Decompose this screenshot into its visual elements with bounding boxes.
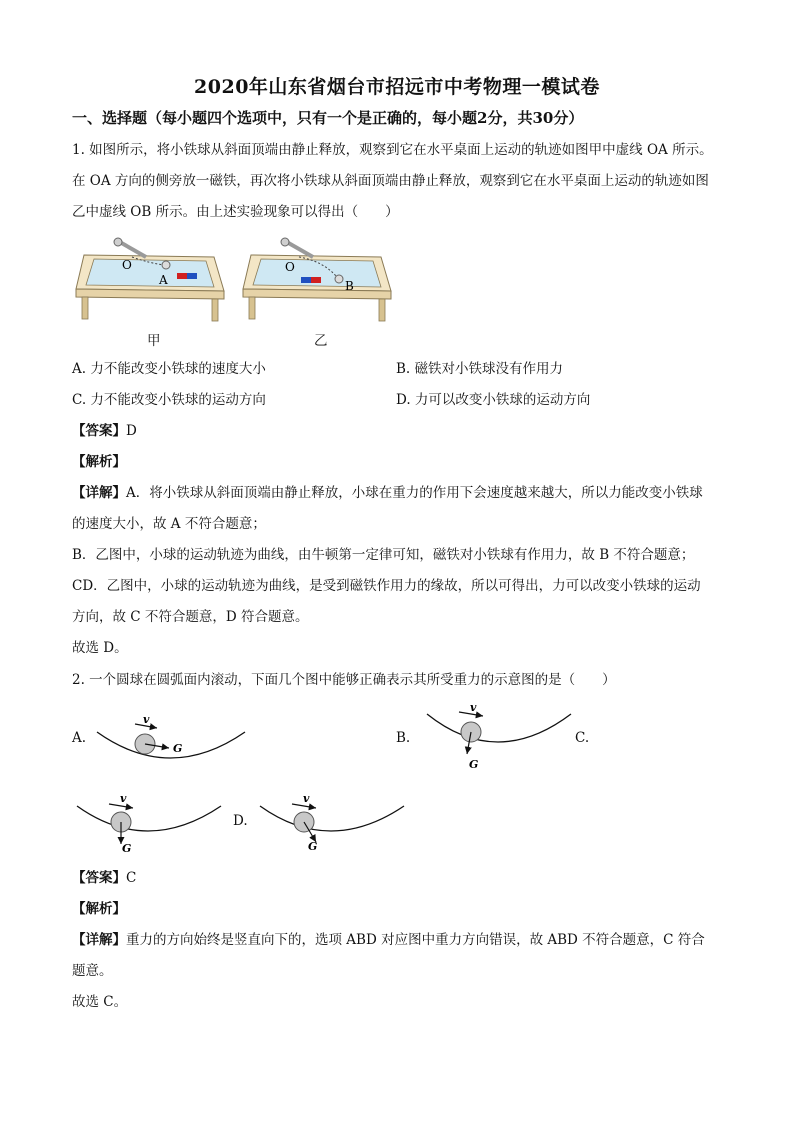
q2-label-b: B. <box>396 730 411 746</box>
q1-figure-jia <box>74 235 229 325</box>
answer-tag: 【答案】 <box>72 870 126 886</box>
label-o: O <box>285 260 295 274</box>
q1-answer <box>72 421 137 441</box>
v-label: v <box>303 792 310 805</box>
v-label: v <box>470 701 477 714</box>
q2-label-d: D. <box>233 813 248 829</box>
q1-figure-yi <box>241 235 396 325</box>
q1-option-c: C. 力不能改变小铁球的运动方向 <box>72 392 266 408</box>
page-title: 2020年山东省烟台市招远市中考物理一模试卷 <box>194 76 600 98</box>
q2-stem: 2. 一个圆球在圆弧面内滚动，下面几个图中能够正确表示其所受重力的示意图的是（ ） <box>72 672 616 688</box>
v-label: v <box>143 713 150 726</box>
q1-detail-line-3: B．乙图中，小球的运动轨迹为曲线，由牛顿第一定律可知，磁铁对小铁球有作用力，故 B 不符合题意； <box>72 547 695 563</box>
q1-detail-line-4: CD．乙图中，小球的运动轨迹为曲线，是受到磁铁作用力的缘故，所以可得出，力可以改变小铁球的运动 <box>72 578 701 594</box>
detail-tag: 【详解】 <box>72 932 126 948</box>
v-label: v <box>120 792 127 805</box>
q2-figure-c <box>75 790 225 855</box>
g-label: G <box>308 840 318 853</box>
q1-detail-line-1 <box>72 483 703 503</box>
q2-label-a: A. <box>72 730 87 746</box>
label-o: O <box>122 258 132 272</box>
q2-analysis-tag: 【解析】 <box>72 901 126 917</box>
q1-option-b: B. 磁铁对小铁球没有作用力 <box>396 361 564 377</box>
q1-stem-line-1: 1. 如图所示，将小铁球从斜面顶端由静止释放，观察到它在水平桌面上运动的轨迹如图甲中虚线 OA 所示。 <box>72 142 713 158</box>
detail-tag: 【详解】 <box>72 485 126 501</box>
q1-stem-line-2: 在 OA 方向的侧旁放一磁铁，再次将小铁球从斜面顶端由静止释放，观察到它在水平桌面上运动的轨迹如图 <box>72 173 709 189</box>
q2-answer <box>72 868 136 888</box>
q1-stem-line-3: 乙中虚线 OB 所示。由上述实验现象可以得出（ ） <box>72 204 399 220</box>
label-b: B <box>345 279 354 293</box>
q2-label-c: C. <box>575 730 590 746</box>
q1-detail-line-5: 方向，故 C 不符合题意，D 符合题意。 <box>72 609 309 625</box>
q2-conclusion: 故选 C。 <box>72 994 128 1010</box>
label-a: A <box>159 273 168 287</box>
q2-detail-line-2: 题意。 <box>72 963 113 979</box>
q2-figure-a <box>95 712 250 772</box>
detail-text: 重力的方向始终是竖直向下的，选项 ABD 对应图中重力方向错误，故 ABD 不符合题意，C 符合 <box>126 932 705 948</box>
q1-detail-line-2: 的速度大小，故 A 不符合题意； <box>72 516 266 532</box>
q1-analysis-tag: 【解析】 <box>72 454 126 470</box>
section-heading: 一、选择题（每小题四个选项中，只有一个是正确的，每小题2分，共30分） <box>72 109 584 127</box>
q1-figure-jia-caption: 甲 <box>147 333 161 349</box>
q1-option-d: D. 力可以改变小铁球的运动方向 <box>396 392 591 408</box>
q1-option-a: A. 力不能改变小铁球的速度大小 <box>72 361 266 377</box>
q2-detail-line-1 <box>72 930 705 950</box>
g-label: G <box>122 842 132 855</box>
q2-figure-b <box>425 700 575 772</box>
g-label: G <box>173 742 183 755</box>
q2-figure-d <box>258 790 408 855</box>
answer-value: D <box>126 423 137 439</box>
answer-tag: 【答案】 <box>72 423 126 439</box>
q1-figure-yi-caption: 乙 <box>314 333 328 349</box>
g-label: G <box>469 758 479 771</box>
answer-value: C <box>126 870 137 886</box>
detail-text: A．将小铁球从斜面顶端由静止释放，小球在重力的作用下会速度越来越大，所以力能改变小铁球 <box>126 485 703 501</box>
q1-conclusion: 故选 D。 <box>72 640 128 656</box>
